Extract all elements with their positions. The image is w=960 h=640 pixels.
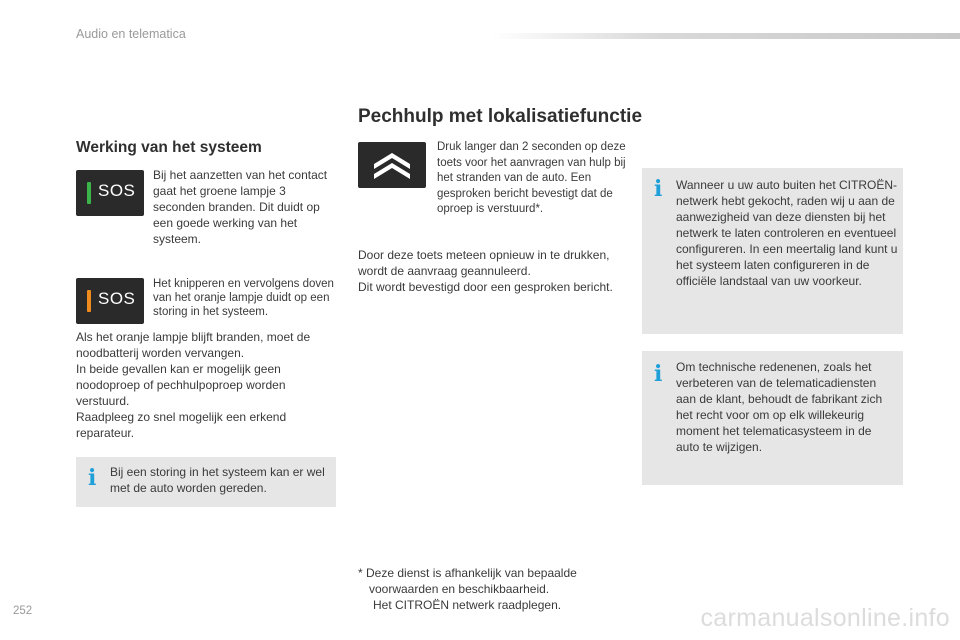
section-title-system: Werking van het systeem bbox=[76, 139, 262, 156]
sos-label: SOS bbox=[98, 289, 136, 308]
info-icon: i bbox=[88, 465, 97, 491]
text-line: Dit wordt bevestigd door een gesproken bericht. bbox=[358, 280, 613, 294]
note-text: Wanneer u uw auto buiten het CITROËN-netwerk hebt gekocht, raden wij u aan de aanwezigheid van deze diensten bij het netwerk te laten controleren en eventueel configureren. In een meertalig land kunt u het systeem laten configureren in de officiële landstaal van uw voorkeur. bbox=[676, 178, 898, 288]
green-lamp-icon bbox=[87, 182, 91, 204]
footnote-line: voorwaarden en beschikbaarheid. bbox=[369, 582, 550, 596]
watermark: carmanualsonline.info bbox=[700, 604, 950, 632]
paragraph-orange-steady bbox=[76, 329, 326, 441]
text-line: In beide gevallen kan er mogelijk geen noodoproep of pechhulpoproep worden verstuurd. bbox=[76, 362, 286, 408]
paragraph-green-lamp: Bij het aanzetten van het contact gaat het groene lampje 3 seconden branden. Dit duidt op een goede werking van het systeem. bbox=[153, 168, 328, 246]
section-label: Audio en telematica bbox=[76, 27, 186, 41]
header-rule bbox=[492, 33, 960, 39]
footnote-line: * Deze dienst is afhankelijk van bepaalde bbox=[358, 566, 577, 580]
info-icon: i bbox=[654, 361, 663, 387]
paragraph-orange-blink: Het knipperen en vervolgens doven van het oranje lampje duidt op een storing in het systeem. bbox=[153, 278, 334, 318]
text-line: Als het oranje lampje blijft branden, moet de noodbatterij worden vervangen. bbox=[76, 330, 311, 360]
paragraph-press-button: Druk langer dan 2 seconden op deze toets voor het aanvragen van hulp bij het stranden van de auto. Een gesproken bericht bevestigt dat de oproep is verstuurd*. bbox=[437, 141, 626, 215]
note-box-failure bbox=[76, 457, 336, 507]
text-line: Door deze toets meteen opnieuw in te drukken, wordt de aanvraag geannuleerd. bbox=[358, 248, 610, 278]
note-box-technical bbox=[642, 351, 903, 485]
note-box-abroad bbox=[642, 168, 903, 334]
sos-button-green bbox=[76, 170, 144, 216]
info-icon: i bbox=[654, 176, 663, 202]
section-title-assistance: Pechhulp met lokalisatiefunctie bbox=[358, 106, 643, 127]
paragraph-cancel bbox=[358, 247, 628, 295]
sos-label: SOS bbox=[98, 181, 136, 200]
footnote-line: Het CITROËN netwerk raadplegen. bbox=[373, 598, 562, 612]
sos-button-orange bbox=[76, 278, 144, 324]
footnote bbox=[358, 565, 618, 613]
text-line: Raadpleeg zo snel mogelijk een erkend reparateur. bbox=[76, 410, 287, 440]
citroen-assistance-button bbox=[358, 142, 426, 188]
note-text: Om technische redenenen, zoals het verbeteren van de telematicadiensten aan de klant, behoudt de fabrikant zich het recht voor om op elk willekeurig moment het telematicasysteem in de auto te wijzigen. bbox=[676, 360, 883, 454]
note-text: Bij een storing in het systeem kan er wel met de auto worden gereden. bbox=[110, 465, 325, 495]
citroen-chevrons-icon bbox=[358, 142, 426, 188]
orange-lamp-icon bbox=[87, 290, 91, 312]
page-number: 252 bbox=[13, 605, 33, 617]
